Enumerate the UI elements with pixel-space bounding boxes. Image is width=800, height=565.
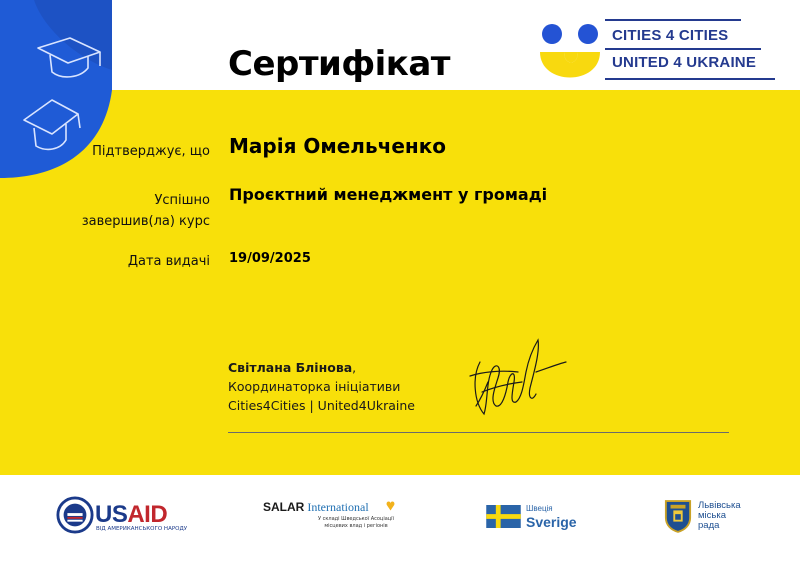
brand-line-2: UNITED 4 UKRAINE — [612, 54, 757, 71]
label-completed — [82, 190, 210, 232]
salar-wordmark — [263, 500, 369, 515]
swedish-flag-icon — [486, 505, 521, 528]
signature-line — [228, 432, 729, 433]
brand-rule-bottom — [605, 78, 775, 80]
lviv-coat-of-arms-icon — [664, 498, 692, 534]
certificate-title: Сертифікат — [228, 44, 450, 84]
label-completed-line1: Успішно — [154, 193, 210, 208]
usaid-subtitle: ВІД АМЕРИКАНСЬКОГО НАРОДУ — [96, 526, 188, 532]
course-name: Проєктний менеджмент у громаді — [229, 185, 548, 204]
signer-org: Cities4Cities | United4Ukraine — [228, 398, 415, 413]
salar-subtitle: У складі Шведської Асоціації місцевих влад і регіонів — [318, 516, 394, 529]
usaid-seal-icon — [56, 496, 94, 534]
lviv-line-2: міська — [698, 510, 726, 521]
handwritten-signature — [462, 332, 572, 422]
salar-heart-icon — [386, 500, 395, 512]
signer-role: Координаторка ініціативи — [228, 379, 401, 394]
usaid-wordmark — [95, 501, 167, 529]
issue-date: 19/09/2025 — [229, 251, 311, 266]
salar-name: SALAR — [263, 500, 305, 514]
lviv-line-3: рада — [698, 520, 720, 531]
usaid-aid: AID — [127, 501, 168, 528]
signer-name: Світлана Блінова — [228, 360, 353, 375]
signer-name-suffix: , — [352, 360, 357, 375]
sweden-label-uk: Швеція — [526, 504, 553, 513]
sweden-label-sv: Sverige — [526, 514, 577, 530]
lviv-council-label — [698, 501, 741, 531]
usaid-us: US — [95, 501, 128, 528]
brand-rule-top — [605, 19, 741, 21]
recipient-name: Марія Омельченко — [229, 134, 447, 158]
brand-rule-mid — [605, 48, 761, 50]
signer-block — [228, 358, 415, 415]
brand-line-1: CITIES 4 CITIES — [612, 27, 729, 44]
label-completed-line2: завершив(ла) курс — [81, 214, 210, 229]
label-date: Дата видачі — [127, 254, 210, 269]
lviv-line-1: Львівська — [698, 500, 741, 511]
salar-international: International — [307, 500, 369, 514]
label-confirm: Підтверджує, що — [92, 144, 210, 159]
